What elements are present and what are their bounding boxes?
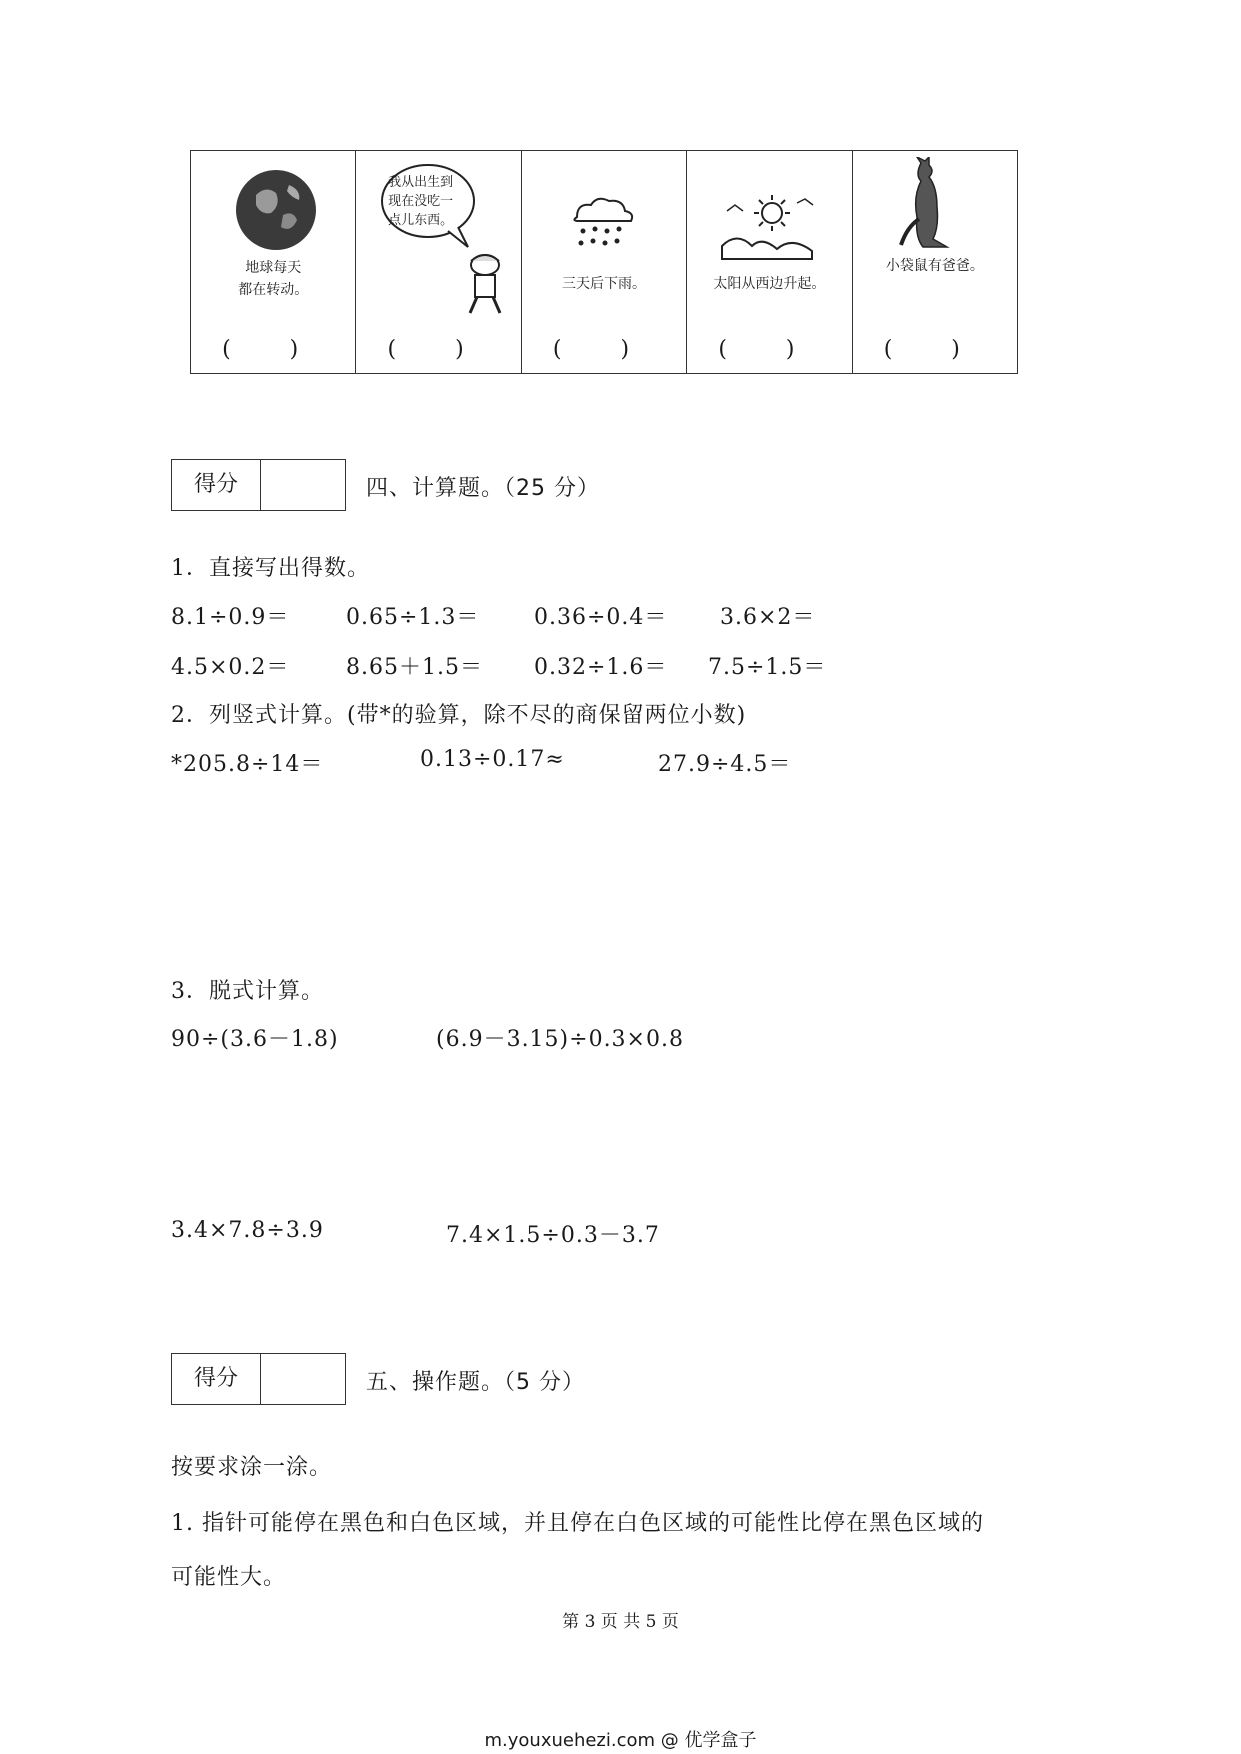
q1-item: 4.5×0.2＝ xyxy=(171,655,290,680)
caption-line2: 都在转动。 xyxy=(238,282,309,298)
section5-intro: 按要求涂一涂。 xyxy=(171,1455,333,1480)
picture-cell-earth xyxy=(191,151,356,373)
picture-cell-boy xyxy=(356,151,521,373)
answer-blank[interactable]: ( ) xyxy=(222,337,325,362)
q2-title: 2．列竖式计算。(带*的验算，除不尽的商保留两位小数) xyxy=(171,703,747,728)
picture-judgement-table xyxy=(190,150,1018,374)
score-input[interactable] xyxy=(261,460,345,510)
q1-item: 0.36÷0.4＝ xyxy=(534,605,668,630)
q1-item: 8.1÷0.9＝ xyxy=(171,605,290,630)
answer-blank[interactable]: ( ) xyxy=(552,337,656,362)
kangaroo-icon xyxy=(893,157,963,252)
q1-item: 3.6×2＝ xyxy=(720,605,816,630)
answer-blank[interactable]: ( ) xyxy=(387,337,490,362)
q1-item: 0.65÷1.3＝ xyxy=(346,605,480,630)
answer-blank[interactable]: ( ) xyxy=(718,337,821,362)
q2-item: 27.9÷4.5＝ xyxy=(658,752,792,777)
score-label: 得分 xyxy=(172,460,261,510)
q1-item: 8.65＋1.5＝ xyxy=(346,655,483,680)
sun-icon xyxy=(717,191,817,261)
q3-item: 90÷(3.6－1.8) xyxy=(171,1027,339,1052)
q3-title: 3．脱式计算。 xyxy=(171,979,324,1004)
q3-item: 7.4×1.5÷0.3－3.7 xyxy=(446,1223,660,1248)
q1-title: 1．直接写出得数。 xyxy=(171,556,370,581)
score-label: 得分 xyxy=(172,1354,261,1404)
picture-cell-kangaroo xyxy=(853,151,1017,373)
section5-title: 五、操作题。（5 分） xyxy=(366,1370,585,1395)
caption-line1: 地球每天 xyxy=(245,260,302,276)
q3-item: 3.4×7.8÷3.9 xyxy=(171,1218,324,1243)
q1-item: 0.32÷1.6＝ xyxy=(534,655,668,680)
section5-q1-line1: 1. 指针可能停在黑色和白色区域，并且停在白色区域的可能性比停在黑色区域的 xyxy=(171,1511,984,1536)
score-box-section5 xyxy=(171,1353,346,1405)
earth-icon xyxy=(231,165,321,255)
page-footer: 第 3 页 共 5 页 xyxy=(562,1612,679,1632)
caption-line1: 小袋鼠有爸爸。 xyxy=(885,258,984,274)
section5-q1-line2: 可能性大。 xyxy=(171,1565,287,1590)
answer-blank[interactable]: ( ) xyxy=(883,337,986,362)
picture-cell-sun xyxy=(687,151,852,373)
q1-item: 7.5÷1.5＝ xyxy=(708,655,827,680)
speech-line1: 我从出生到 xyxy=(388,175,454,190)
score-input[interactable] xyxy=(261,1354,345,1404)
caption-line1: 三天后下雨。 xyxy=(562,276,647,292)
boy-icon xyxy=(460,251,510,321)
score-box-section4 xyxy=(171,459,346,511)
section4-title: 四、计算题。（25 分） xyxy=(366,476,600,501)
site-watermark: m.youxuehezi.com @ 优学盒子 xyxy=(484,1730,757,1751)
caption-line1: 太阳从西边升起。 xyxy=(713,276,826,292)
picture-cell-rain xyxy=(522,151,687,373)
speech-line3: 点儿东西。 xyxy=(388,213,454,228)
q2-item: *205.8÷14＝ xyxy=(171,752,324,777)
q3-item: (6.9－3.15)÷0.3×0.8 xyxy=(436,1027,684,1052)
q2-item: 0.13÷0.17≈ xyxy=(420,747,565,772)
speech-line2: 现在没吃一 xyxy=(388,194,454,209)
rain-cloud-icon xyxy=(567,195,637,255)
